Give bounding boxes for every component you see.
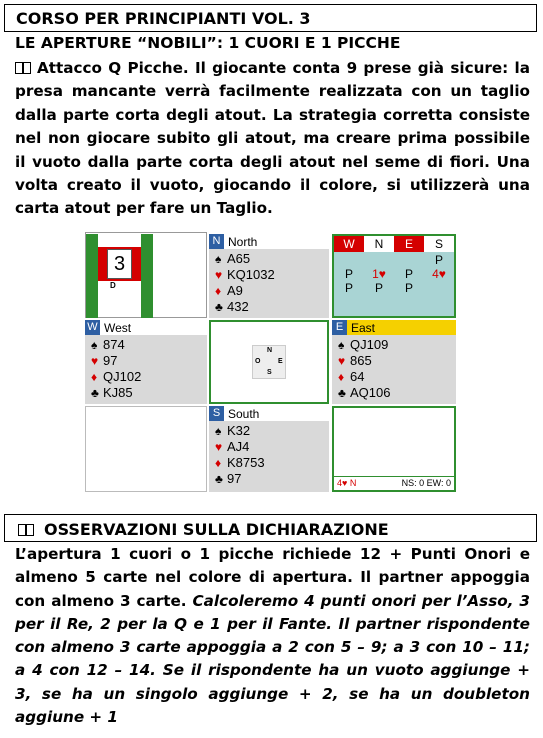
bid-cell: P <box>344 267 353 281</box>
bid-cell: 1♥ <box>372 267 386 281</box>
hand-south <box>209 406 329 492</box>
bridge-board <box>85 232 458 492</box>
diamond-icon: ♦ <box>338 370 345 384</box>
result-bar <box>334 476 454 490</box>
club-icon: ♣ <box>91 386 99 400</box>
bid-cell: P <box>434 253 443 267</box>
header-bar <box>4 4 537 32</box>
south-diamonds: K8753 <box>227 455 265 470</box>
seat-badge-east: E <box>332 320 347 335</box>
bid-cell: P <box>404 281 413 295</box>
hand-north <box>209 234 329 318</box>
diamond-icon: ♦ <box>215 456 222 470</box>
west-spades: 874 <box>103 337 125 352</box>
bid-cell: P <box>344 281 353 295</box>
section2-text-bold: L’apertura 1 cuori o 1 picche richiede 12 + Punti Onori e almeno 5 carte nel colore di apertura. Il partner appoggia con almeno 3 carte. <box>15 545 530 610</box>
club-icon: ♣ <box>338 386 346 400</box>
diamond-icon: ♦ <box>215 284 222 298</box>
spade-icon: ♠ <box>338 338 345 352</box>
bid-header-w: W <box>334 236 364 252</box>
empty-cell <box>85 406 207 492</box>
north-spades: A65 <box>227 251 251 266</box>
hand-west <box>85 320 207 404</box>
club-icon: ♣ <box>215 300 223 314</box>
seat-badge-west: W <box>85 320 100 335</box>
east-diamonds: 64 <box>350 369 365 384</box>
section2-header <box>4 514 537 542</box>
section2-text-italic: Calcoleremo 4 punti onori per l’Asso, 3 per il Re, 2 per la Q e 1 per il Fante. Il partner rispondente con almeno 3 carte appoggia a 2 con 5 – 9; a 3 con 10 – 11; a 4 con 12 – 14. Se il rispondente ha un vuoto aggiunge + 3, se ha un singolo aggiunge + 2, se ha un doubleton aggiune + 1 <box>15 591 530 727</box>
book-icon <box>18 524 34 536</box>
east-spades: QJ109 <box>350 337 389 352</box>
contract-label: 4♥ N <box>337 478 357 488</box>
bid-cell: P <box>374 281 383 295</box>
bid-cell: 4♥ <box>432 267 446 281</box>
heart-icon: ♥ <box>215 268 223 282</box>
intro-paragraph <box>15 57 530 221</box>
seat-name-west: West <box>104 320 132 335</box>
board-number: 3 <box>107 249 132 279</box>
south-hearts: AJ4 <box>227 439 250 454</box>
seat-name-east: East <box>351 320 376 335</box>
spade-icon: ♠ <box>91 338 98 352</box>
bid-header-n: N <box>364 236 394 252</box>
spade-icon: ♠ <box>215 252 222 266</box>
bid-header-e: E <box>394 236 424 252</box>
east-clubs: AQ106 <box>350 385 391 400</box>
bid-cell: P <box>404 267 413 281</box>
dealer-marker: D <box>110 281 116 290</box>
result-cell <box>332 406 456 492</box>
south-spades: K32 <box>227 423 251 438</box>
seat-name-north: North <box>228 234 258 249</box>
west-diamonds: QJ102 <box>103 369 142 384</box>
heart-icon: ♥ <box>91 354 99 368</box>
north-clubs: 432 <box>227 299 249 314</box>
south-clubs: 97 <box>227 471 242 486</box>
bidding-box <box>332 234 456 318</box>
seat-badge-north: N <box>209 234 224 249</box>
west-hearts: 97 <box>103 353 118 368</box>
vuln-bar-left <box>86 234 98 318</box>
north-diamonds: A9 <box>227 283 243 298</box>
heart-icon: ♥ <box>215 440 223 454</box>
section2-paragraph <box>15 543 530 729</box>
seat-badge-south: S <box>209 406 224 421</box>
seat-name-south: South <box>228 406 260 421</box>
board-number-cell <box>85 232 207 318</box>
vuln-bar-right <box>141 234 153 318</box>
hand-east <box>332 320 456 404</box>
section-subtitle: LE APERTURE “NOBILI”: 1 CUORI E 1 PICCHE <box>15 34 401 52</box>
west-clubs: KJ85 <box>103 385 133 400</box>
intro-text: Attacco Q Picche. Il giocante conta 9 prese già sicure: la presa mancante verrà facilmente realizzata con un taglio dalla parte corta degli atout. La strategia corretta consiste nel non giocare subito gli atout, ma creare prima possibile il vuoto dalla parte corta degli atout nel seme di fiori. Una volta creato il vuoto, giocando il colore, si utilizzerà una carta atout per fare un Taglio. <box>15 59 530 218</box>
diamond-icon: ♦ <box>91 370 98 384</box>
score-label: NS: 0 EW: 0 <box>401 478 451 488</box>
compass-icon: N O E S <box>252 345 286 379</box>
book-icon <box>15 62 31 74</box>
bid-header-s: S <box>424 236 454 252</box>
heart-icon: ♥ <box>338 354 346 368</box>
section2-title: OSSERVAZIONI SULLA DICHIARAZIONE <box>44 520 389 539</box>
page-title: CORSO PER PRINCIPIANTI VOL. 3 <box>16 9 311 28</box>
spade-icon: ♠ <box>215 424 222 438</box>
table-center <box>209 320 329 404</box>
club-icon: ♣ <box>215 472 223 486</box>
east-hearts: 865 <box>350 353 372 368</box>
north-hearts: KQ1032 <box>227 267 275 282</box>
